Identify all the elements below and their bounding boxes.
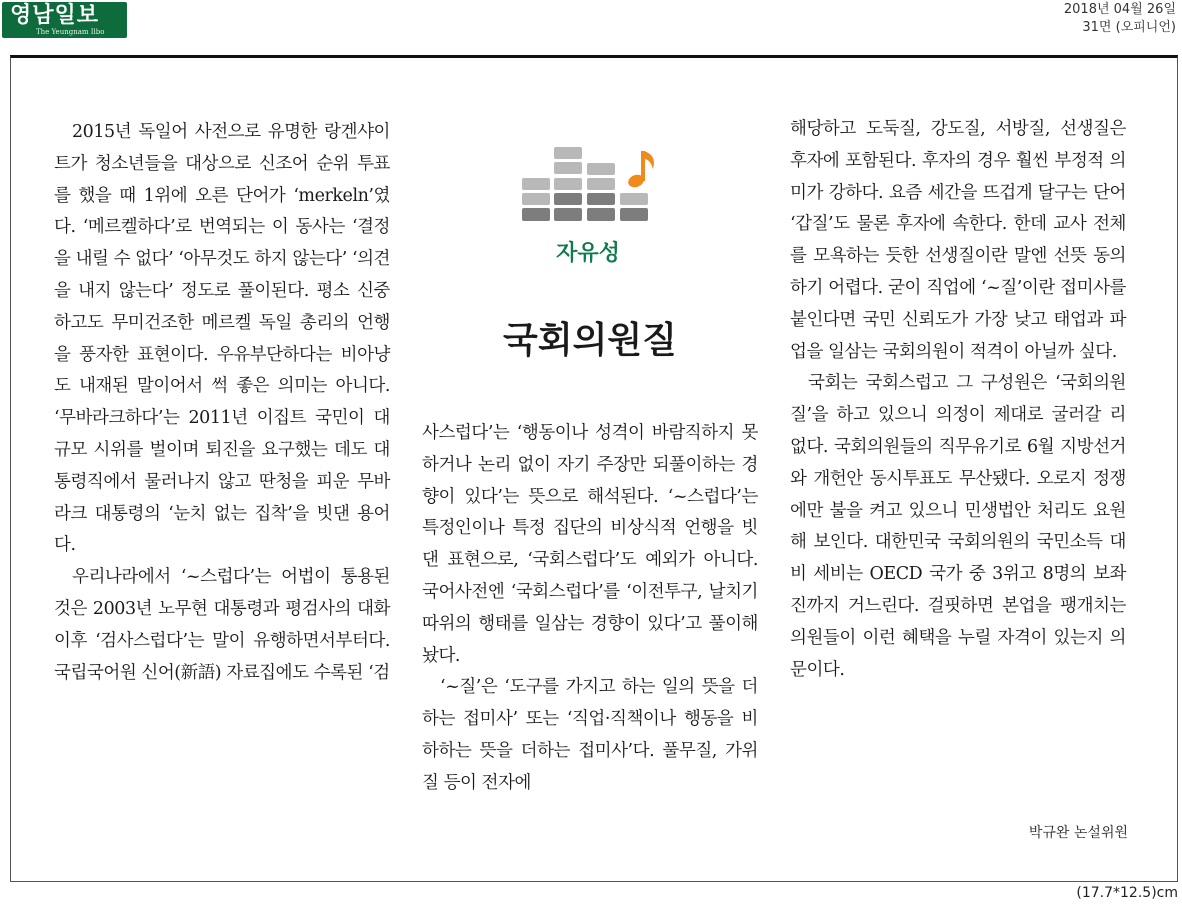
publication-meta [1064, 1, 1176, 37]
masthead-subtitle: The Yeungnam Ilbo [36, 28, 105, 36]
page-section: 31면 (오피니언) [1082, 20, 1176, 35]
article-column-1 [54, 117, 390, 689]
article-title: 국회의원질 [503, 320, 677, 361]
column-label: 자유성 [556, 241, 620, 266]
paragraph: 사스럽다’는 ‘행동이나 성격이 바람직하지 못하거나 논리 없이 자기 주장만 되풀이하는 경향이 있다’는 뜻으로 해석된다. ‘~스럽다’는 특정인이나 특정 집단의 비상식적 언행을 빗댄 표현으로, ‘국회스럽다’도 예외가 아니다. 국어사전엔 ‘국회스럽다’를 ‘이전투구, 날치기 따위의 행태를 일삼는 경향이 있다’고 풀이해 놨다. [422, 423, 758, 666]
masthead-logo [2, 2, 127, 38]
equalizer-music-icon [517, 145, 667, 230]
masthead-name: 영남일보 [10, 3, 100, 28]
paragraph: 2015년 독일어 사전으로 유명한 랑겐샤이트가 청소년들을 대상으로 신조어 순위 투표를 했을 때 1위에 오른 단어가 ‘merkeln’였다. ‘메르켈하다’로 번역되는 이 동사는 ‘결정을 내릴 수 없다’ ‘아무것도 하지 않는다’ ‘의견을 내지 않는다’ 정도로 풀이된다. 평소 신중하고도 무미건조한 메르켈 독일 총리의 언행을 풍자한 표현이다. 우유부단하다는 비아냥도 내재된 말이어서 썩 좋은 의미는 아니다. ‘무바라크하다’는 2011년 이집트 국민이 대규모 시위를 벌이며 퇴진을 요구했는 데도 대통령직에서 물러나지 않고 딴청을 피운 무바라크 대통령의 ‘눈치 없는 집착’을 빗댄 용어다. [54, 122, 390, 556]
article-column-3 [790, 114, 1126, 686]
publication-date: 2018년 04월 26일 [1063, 2, 1176, 17]
paragraph: 해당하고 도둑질, 강도질, 서방질, 선생질은 후자에 포함된다. 후자의 경우 훨씬 부정적 의미가 강하다. 요즘 세간을 뜨겁게 달구는 단어 ‘갑질’도 물론 후자에 속한다. 한데 교사 전체를 모욕하는 듯한 선생질이란 말엔 선뜻 동의하기 어렵다. 굳이 직업에 ‘~질’이란 접미사를 붙인다면 국민 신뢰도가 가장 낮고 태업과 파업을 일삼는 국회의원이 적격이 아닐까 싶다. [790, 119, 1126, 362]
paragraph: 우리나라에서 ‘~스럽다’는 어법이 통용된 것은 2003년 노무현 대통령과 평검사의 대화 이후 ‘검사스럽다’는 말이 유행하면서부터다. 국립국어원 신어(新語) 자료집에도 수록된 ‘검 [54, 567, 390, 683]
article-size-note: (17.7*12.5)cm [1076, 885, 1178, 901]
author-byline: 박규완 논설위원 [1028, 825, 1128, 841]
article-column-2 [422, 418, 758, 800]
paragraph: 국회는 국회스럽고 그 구성원은 ‘국회의원질’을 하고 있으니 의정이 제대로 굴러갈 리 없다. 국회의원들의 직무유기로 6월 지방선거와 개헌안 동시투표도 무산됐다. 오로지 정쟁에만 불을 켜고 있으니 민생법안 처리도 요원해 보인다. 대한민국 국회의원의 국민소득 대비 세비는 OECD 국가 중 3위고 8명의 보좌진까지 거느린다. 걸핏하면 본업을 팽개치는 의원들이 이런 혜택을 누릴 자격이 있는지 의문이다. [790, 373, 1126, 680]
paragraph: ‘~질’은 ‘도구를 가지고 하는 일의 뜻을 더하는 접미사’ 또는 ‘직업·직책이나 행동을 비하하는 뜻을 더하는 접미사’다. 풀무질, 가위질 등이 전자에 [422, 677, 758, 793]
